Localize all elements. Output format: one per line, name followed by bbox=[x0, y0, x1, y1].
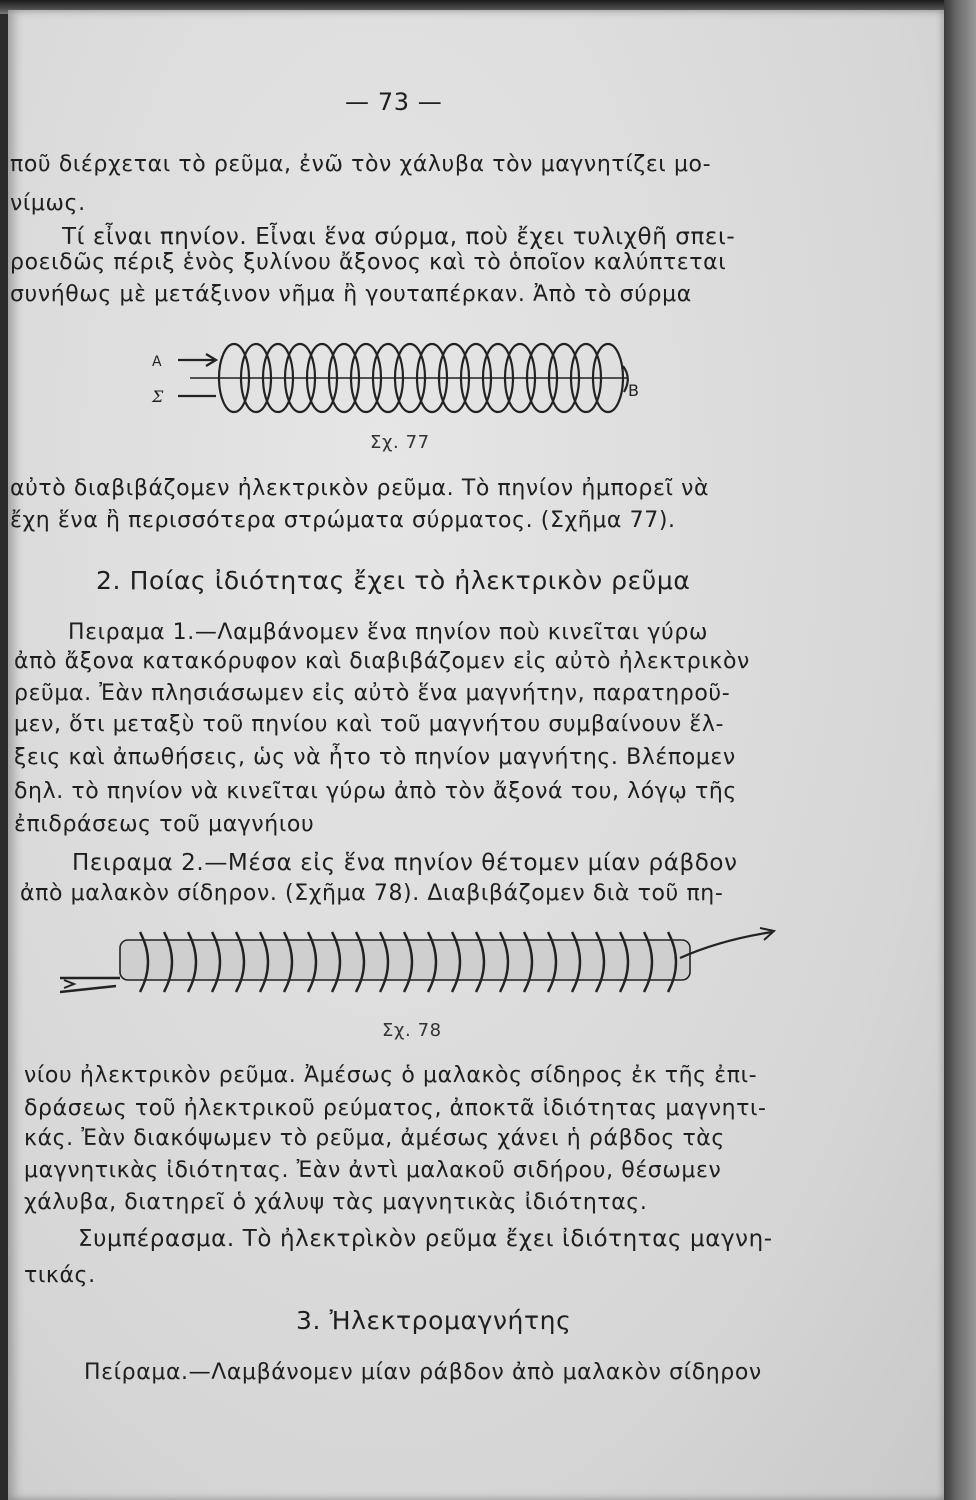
text-line: νίμως. bbox=[10, 191, 86, 216]
text-line: ροειδῶς πέριξ ἑνὸς ξυλίνου ἄξονος καὶ τὸ ὁποῖον καλύπτεται bbox=[10, 250, 727, 275]
text-line: αὐτὸ διαβιβάζομεν ἠλεκτρικὸν ρεῦμα. Τὸ πηνίον ἠμπορεῖ νὰ bbox=[10, 476, 710, 501]
section-heading-3: 3. Ἠλεκτρομαγνήτης bbox=[296, 1306, 572, 1335]
text-line: Συμπέρασμα. Τὸ ἠλεκτρὶκὸν ρεῦμα ἔχει ἰδιότητας μαγνη- bbox=[78, 1226, 773, 1252]
text-line: συνήθως μὲ μετάξινον νῆμα ἢ γουταπέρκαν. Ἀπὸ τὸ σύρμα bbox=[10, 282, 692, 307]
text-line: ἀπὸ ἄξονα κατακόρυφον καὶ διαβιβάζομεν εἰς αὐτὸ ἠλεκτρικὸν bbox=[14, 649, 750, 674]
label-a: A bbox=[152, 354, 162, 370]
text-line: μαγνητικὰς ἰδιότητας. Ἐὰν ἀντὶ μαλακοῦ σιδήρου, θέσωμεν bbox=[24, 1158, 722, 1183]
text-line: δράσεως τοῦ ἠλεκτρικοῦ ρεύματος, ἀποκτᾶ ἰδιότητας μαγνητι- bbox=[24, 1096, 767, 1121]
text-line: χάλυβα, διατηρεῖ ὁ χάλυψ τὰς μαγνητικὰς ἰδιότητας. bbox=[24, 1190, 648, 1215]
text-line: Πειραμα 1.—Λαμβάνομεν ἕνα πηνίον ποὺ κινεῖται γύρω bbox=[68, 620, 708, 645]
page-number: — 73 — bbox=[345, 88, 443, 116]
text-line: ξεις καὶ ἀπωθήσεις, ὡς νὰ ἦτο τὸ πηνίον μαγνήτης. Βλέπομεν bbox=[14, 745, 736, 770]
text-line: Τί εἶναι πηνίον. Εἶναι ἕνα σύρμα, ποὺ ἔχει τυλιχθῆ σπει- bbox=[62, 224, 736, 250]
label-b: B bbox=[628, 381, 639, 400]
scan-right-edge bbox=[944, 0, 976, 1500]
text-line: ἐπιδράσεως τοῦ μαγνήιου bbox=[14, 812, 315, 837]
text-line: ἔχη ἕνα ἢ περισσότερα στρώματα σύρματος. (Σχῆμα 77). bbox=[10, 508, 676, 533]
text-line: δηλ. τὸ πηνίον νὰ κινεῖται γύρω ἀπὸ τὸν ἄξονά του, λόγῳ τῆς bbox=[14, 779, 737, 804]
arrow-left bbox=[64, 980, 74, 988]
lead-wire-right bbox=[680, 932, 772, 958]
section-heading-2: 2. Ποίας ἰδιότητας ἔχει τὸ ἠλεκτρικὸν ρεῦμα bbox=[96, 566, 691, 595]
text-line: κάς. Ἐὰν διακόψωμεν τὸ ρεῦμα, ἀμέσως χάνει ἡ ράβδος τὰς bbox=[24, 1126, 725, 1151]
text-line: τικάς. bbox=[24, 1263, 96, 1288]
text-line: ρεῦμα. Ἐὰν πλησιάσωμεν εἰς αὐτὸ ἕνα μαγνήτην, παρατηροῦ- bbox=[14, 681, 731, 706]
text-line: νίου ἠλεκτρικὸν ρεῦμα. Ἀμέσως ὁ μαλακὸς σίδηρος ἐκ τῆς ἐπι- bbox=[24, 1063, 758, 1088]
coil-diagram-fig77 bbox=[150, 336, 660, 428]
text-line: Πειραμα 2.—Μέσα εἰς ἕνα πηνίον θέτομεν μίαν ράβδον bbox=[72, 850, 738, 876]
text-line: ποῦ διέρχεται τὸ ρεῦμα, ἐνῶ τὸν χάλυβα τὸν μαγνητίζει μο- bbox=[10, 152, 712, 177]
figure-caption-77: Σχ. 77 bbox=[370, 432, 430, 453]
text-line: ἀπὸ μαλακὸν σίδηρον. (Σχῆμα 78). Διαβιβάζομεν διὰ τοῦ πη- bbox=[20, 881, 724, 906]
text-line: Πείραμα.—Λαμβάνομεν μίαν ράβδον ἀπὸ μαλακὸν σίδηρον bbox=[84, 1360, 762, 1385]
label-s: Σ bbox=[152, 387, 164, 406]
electromagnet-diagram-fig78 bbox=[60, 918, 780, 1008]
text-line: μεν, ὅτι μεταξὺ τοῦ πηνίου καὶ τοῦ μαγνήτου συμβαίνουν ἕλ- bbox=[14, 712, 725, 737]
figure-caption-78: Σχ. 78 bbox=[382, 1020, 442, 1041]
